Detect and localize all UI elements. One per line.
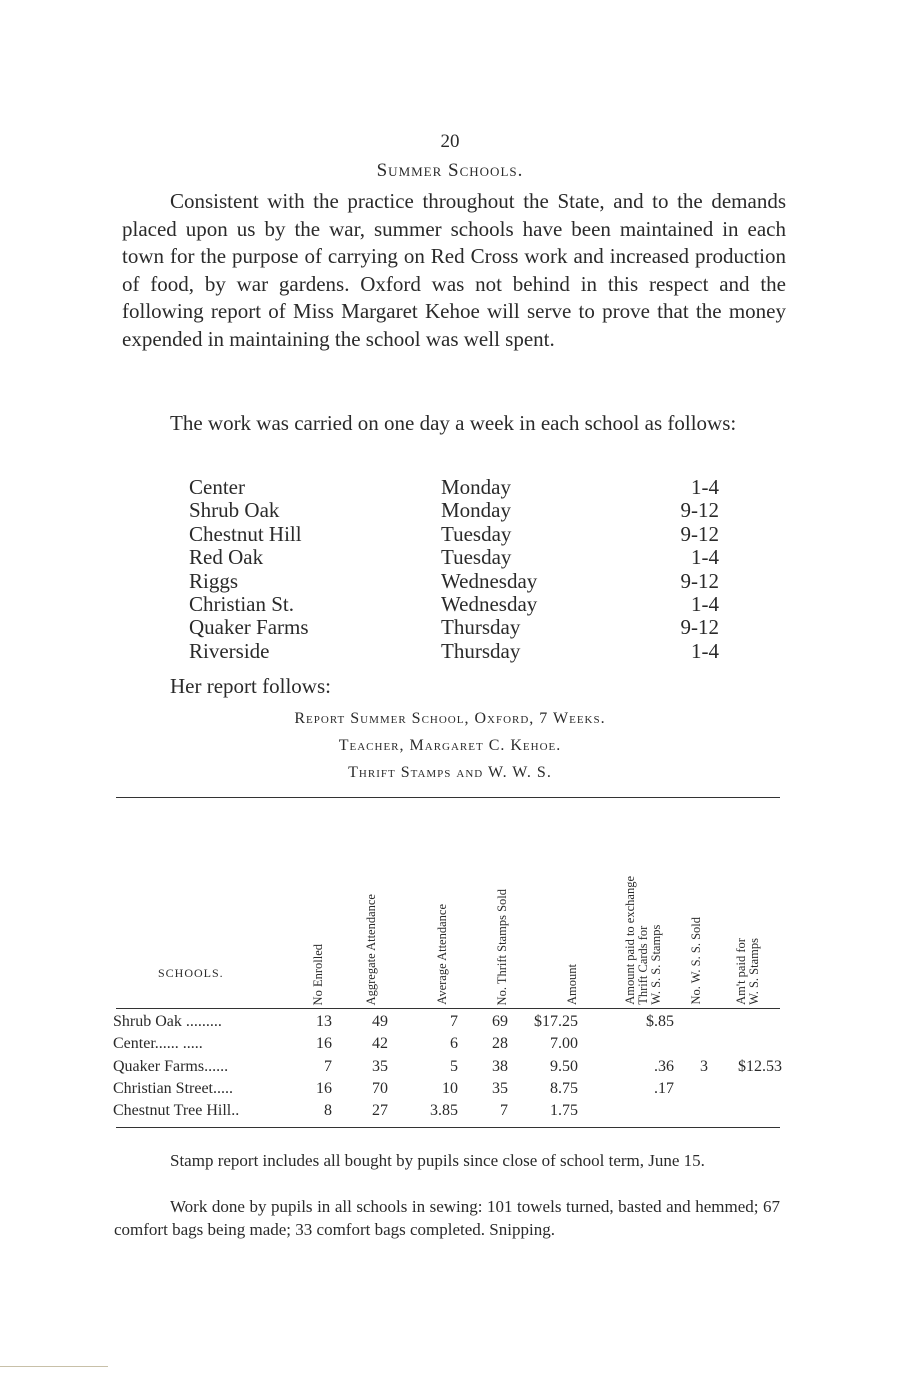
- wss-sold-value: 3: [700, 1058, 708, 1075]
- schedule-hours: 1-4: [691, 592, 719, 617]
- exchange-value: .17: [654, 1080, 674, 1097]
- schedule-list: [189, 476, 719, 663]
- list-item: [189, 570, 719, 593]
- table-top-rule: [116, 797, 780, 798]
- document-page: 20 Summer Schools. Consistent with the practice throughout the State, and to the demands placed upon us by the war, summer schools have been maintained in each town for the purpose of carrying on Red Cross work and increased production of food, by war gardens. Oxford was not behind in this respect and the following report of Miss Margaret Kehoe will serve to prove that the money expended in maintaining the school was well spent. The work was carried on one day a week in each school as follows: Center Monday 1-4 Shrub Oak Monday 9-12 Chestnut Hill Tuesday 9-12 Red Oak Tuesday 1-4 Riggs Wednesday 9-12 Christian St. Wednesday 1-4 Quaker Farms Thursday 9-12 Riverside Thursday 1-4 Her report follows: Report Summer School, Oxford, 7 Weeks. Teacher, Margaret C. Kehoe. Thrift Stamps and W. W. S. SCHOOLS. No Enrolled Aggregate Attendance Average Attendance No. Thrift Stamps Sold Amount Amount paid to exchange Thrift Cards for W. S. S. Stamps No. W. S. S. Sold Am't paid for W. S. Stamps Shrub Oak ......... 13 49 7 69 $17.25 $.85 Center...... ..... 16 42 6 28 7.00 Quaker Farms...... 7 35 5 38 9.50 .36 3 $12.53 Christian Street..... 16 70 10 35 8.75 .17 Chestnut Tree Hill.. 8 27 3.85 7 1.75 Stamp report includes all bought by pupils since close of school term, June 15. Work done by pupils in all schools in sewing: 101 towels turned, basted and hemmed; 67 comfort bags being made; 33 comfort bags completed. Snipping.: [0, 0, 900, 1381]
- schedule-day: Monday: [441, 498, 511, 523]
- average-value: 3.85: [430, 1102, 458, 1119]
- schedule-day: Wednesday: [441, 568, 538, 593]
- amount-value: 1.75: [550, 1102, 578, 1119]
- schedule-day: Thursday: [441, 615, 521, 640]
- table-row: [0, 1013, 900, 1033]
- schedule-school: Red Oak: [189, 545, 264, 570]
- amount-value: 8.75: [550, 1080, 578, 1097]
- schedule-intro-paragraph: The work was carried on one day a week in each school as follows:: [170, 411, 737, 435]
- schedule-hours: 9-12: [680, 615, 719, 640]
- amount-value: 9.50: [550, 1058, 578, 1075]
- schedule-hours: 1-4: [691, 475, 719, 499]
- amount-value: $17.25: [534, 1013, 578, 1030]
- page-number: 20: [440, 131, 460, 152]
- list-item: [189, 476, 719, 499]
- schedule-hours: 1-4: [691, 545, 719, 570]
- schedule-school: Riggs: [189, 568, 239, 593]
- schedule-day: Wednesday: [441, 592, 538, 617]
- schedule-day: Tuesday: [441, 521, 512, 546]
- average-value: 7: [450, 1013, 458, 1030]
- list-item: [189, 546, 719, 569]
- school-name: Center...... .....: [113, 1035, 203, 1052]
- enrolled-value: 13: [316, 1013, 332, 1030]
- intro-paragraph: Consistent with the practice throughout the State, and to the demands placed upon us by the war, summer schools have been maintained in each town for the purpose of carrying on Red Cross work and increased production of food, by war gardens. Oxford was not behind in this respect and the following report of Miss Margaret Kehoe will serve to prove that the money expended in maintaining the school was well spent.: [122, 189, 786, 351]
- schedule-school: Christian St.: [189, 592, 295, 617]
- schedule-hours: 1-4: [691, 638, 719, 663]
- table-header-rule: [116, 1008, 780, 1009]
- exchange-value: $.85: [646, 1013, 674, 1030]
- schedule-hours: 9-12: [680, 521, 719, 546]
- list-item: [189, 593, 719, 616]
- aggregate-value: 27: [372, 1102, 388, 1119]
- report-subtitle: Thrift Stamps and W. W. S.: [348, 764, 552, 781]
- school-name: Christian Street.....: [113, 1080, 233, 1097]
- schedule-hours: 9-12: [680, 498, 719, 523]
- enrolled-value: 7: [324, 1058, 332, 1075]
- schedule-school: Shrub Oak: [189, 498, 280, 523]
- schedule-school: Chestnut Hill: [189, 521, 302, 546]
- amount-value: 7.00: [550, 1035, 578, 1052]
- enrolled-value: 16: [316, 1035, 332, 1052]
- stamps-value: 35: [492, 1080, 508, 1097]
- sewing-work-note: Work done by pupils in all schools in sewing: 101 towels turned, basted and hemmed; 67 comfort bags being made; 33 comfort bags completed. Snipping.: [114, 1197, 780, 1239]
- table-row: [0, 1058, 900, 1078]
- schedule-school: Center: [189, 475, 245, 499]
- stamp-report-note: Stamp report includes all bought by pupils since close of school term, June 15.: [170, 1151, 705, 1170]
- section-heading: Summer Schools.: [376, 160, 524, 181]
- schedule-day: Tuesday: [441, 545, 512, 570]
- stamps-value: 69: [492, 1013, 508, 1030]
- average-value: 5: [450, 1058, 458, 1075]
- aggregate-value: 49: [372, 1013, 388, 1030]
- enrolled-value: 16: [316, 1080, 332, 1097]
- stamps-value: 7: [500, 1102, 508, 1119]
- aggregate-value: 35: [372, 1058, 388, 1075]
- schedule-day: Thursday: [441, 638, 521, 663]
- stamps-value: 38: [492, 1058, 508, 1075]
- school-name: Quaker Farms......: [113, 1058, 229, 1075]
- enrolled-value: 8: [324, 1102, 332, 1119]
- table-row: [0, 1080, 900, 1100]
- aggregate-value: 70: [372, 1080, 388, 1097]
- page-edge-mark: [0, 1366, 108, 1367]
- average-value: 6: [450, 1035, 458, 1052]
- schedule-day: Monday: [441, 475, 511, 499]
- schedule-school: Riverside: [189, 638, 270, 663]
- table-row: [0, 1102, 900, 1122]
- table-bottom-rule: [116, 1127, 780, 1128]
- average-value: 10: [442, 1080, 458, 1097]
- list-item: [189, 640, 719, 663]
- stamps-value: 28: [492, 1035, 508, 1052]
- schools-column-header: SCHOOLS.: [158, 966, 224, 980]
- school-name: Chestnut Tree Hill..: [113, 1102, 240, 1119]
- report-teacher: Teacher, Margaret C. Kehoe.: [338, 737, 562, 754]
- list-item: [189, 616, 719, 639]
- table-row: [0, 1035, 900, 1055]
- report-intro: Her report follows:: [170, 674, 331, 698]
- schedule-hours: 9-12: [680, 568, 719, 593]
- school-name: Shrub Oak .........: [113, 1013, 222, 1030]
- schedule-school: Quaker Farms: [189, 615, 309, 640]
- aggregate-value: 42: [372, 1035, 388, 1052]
- report-title: Report Summer School, Oxford, 7 Weeks.: [294, 710, 606, 727]
- list-item: [189, 499, 719, 522]
- list-item: [189, 523, 719, 546]
- exchange-value: .36: [654, 1058, 674, 1075]
- wss-paid-value: $12.53: [738, 1058, 782, 1075]
